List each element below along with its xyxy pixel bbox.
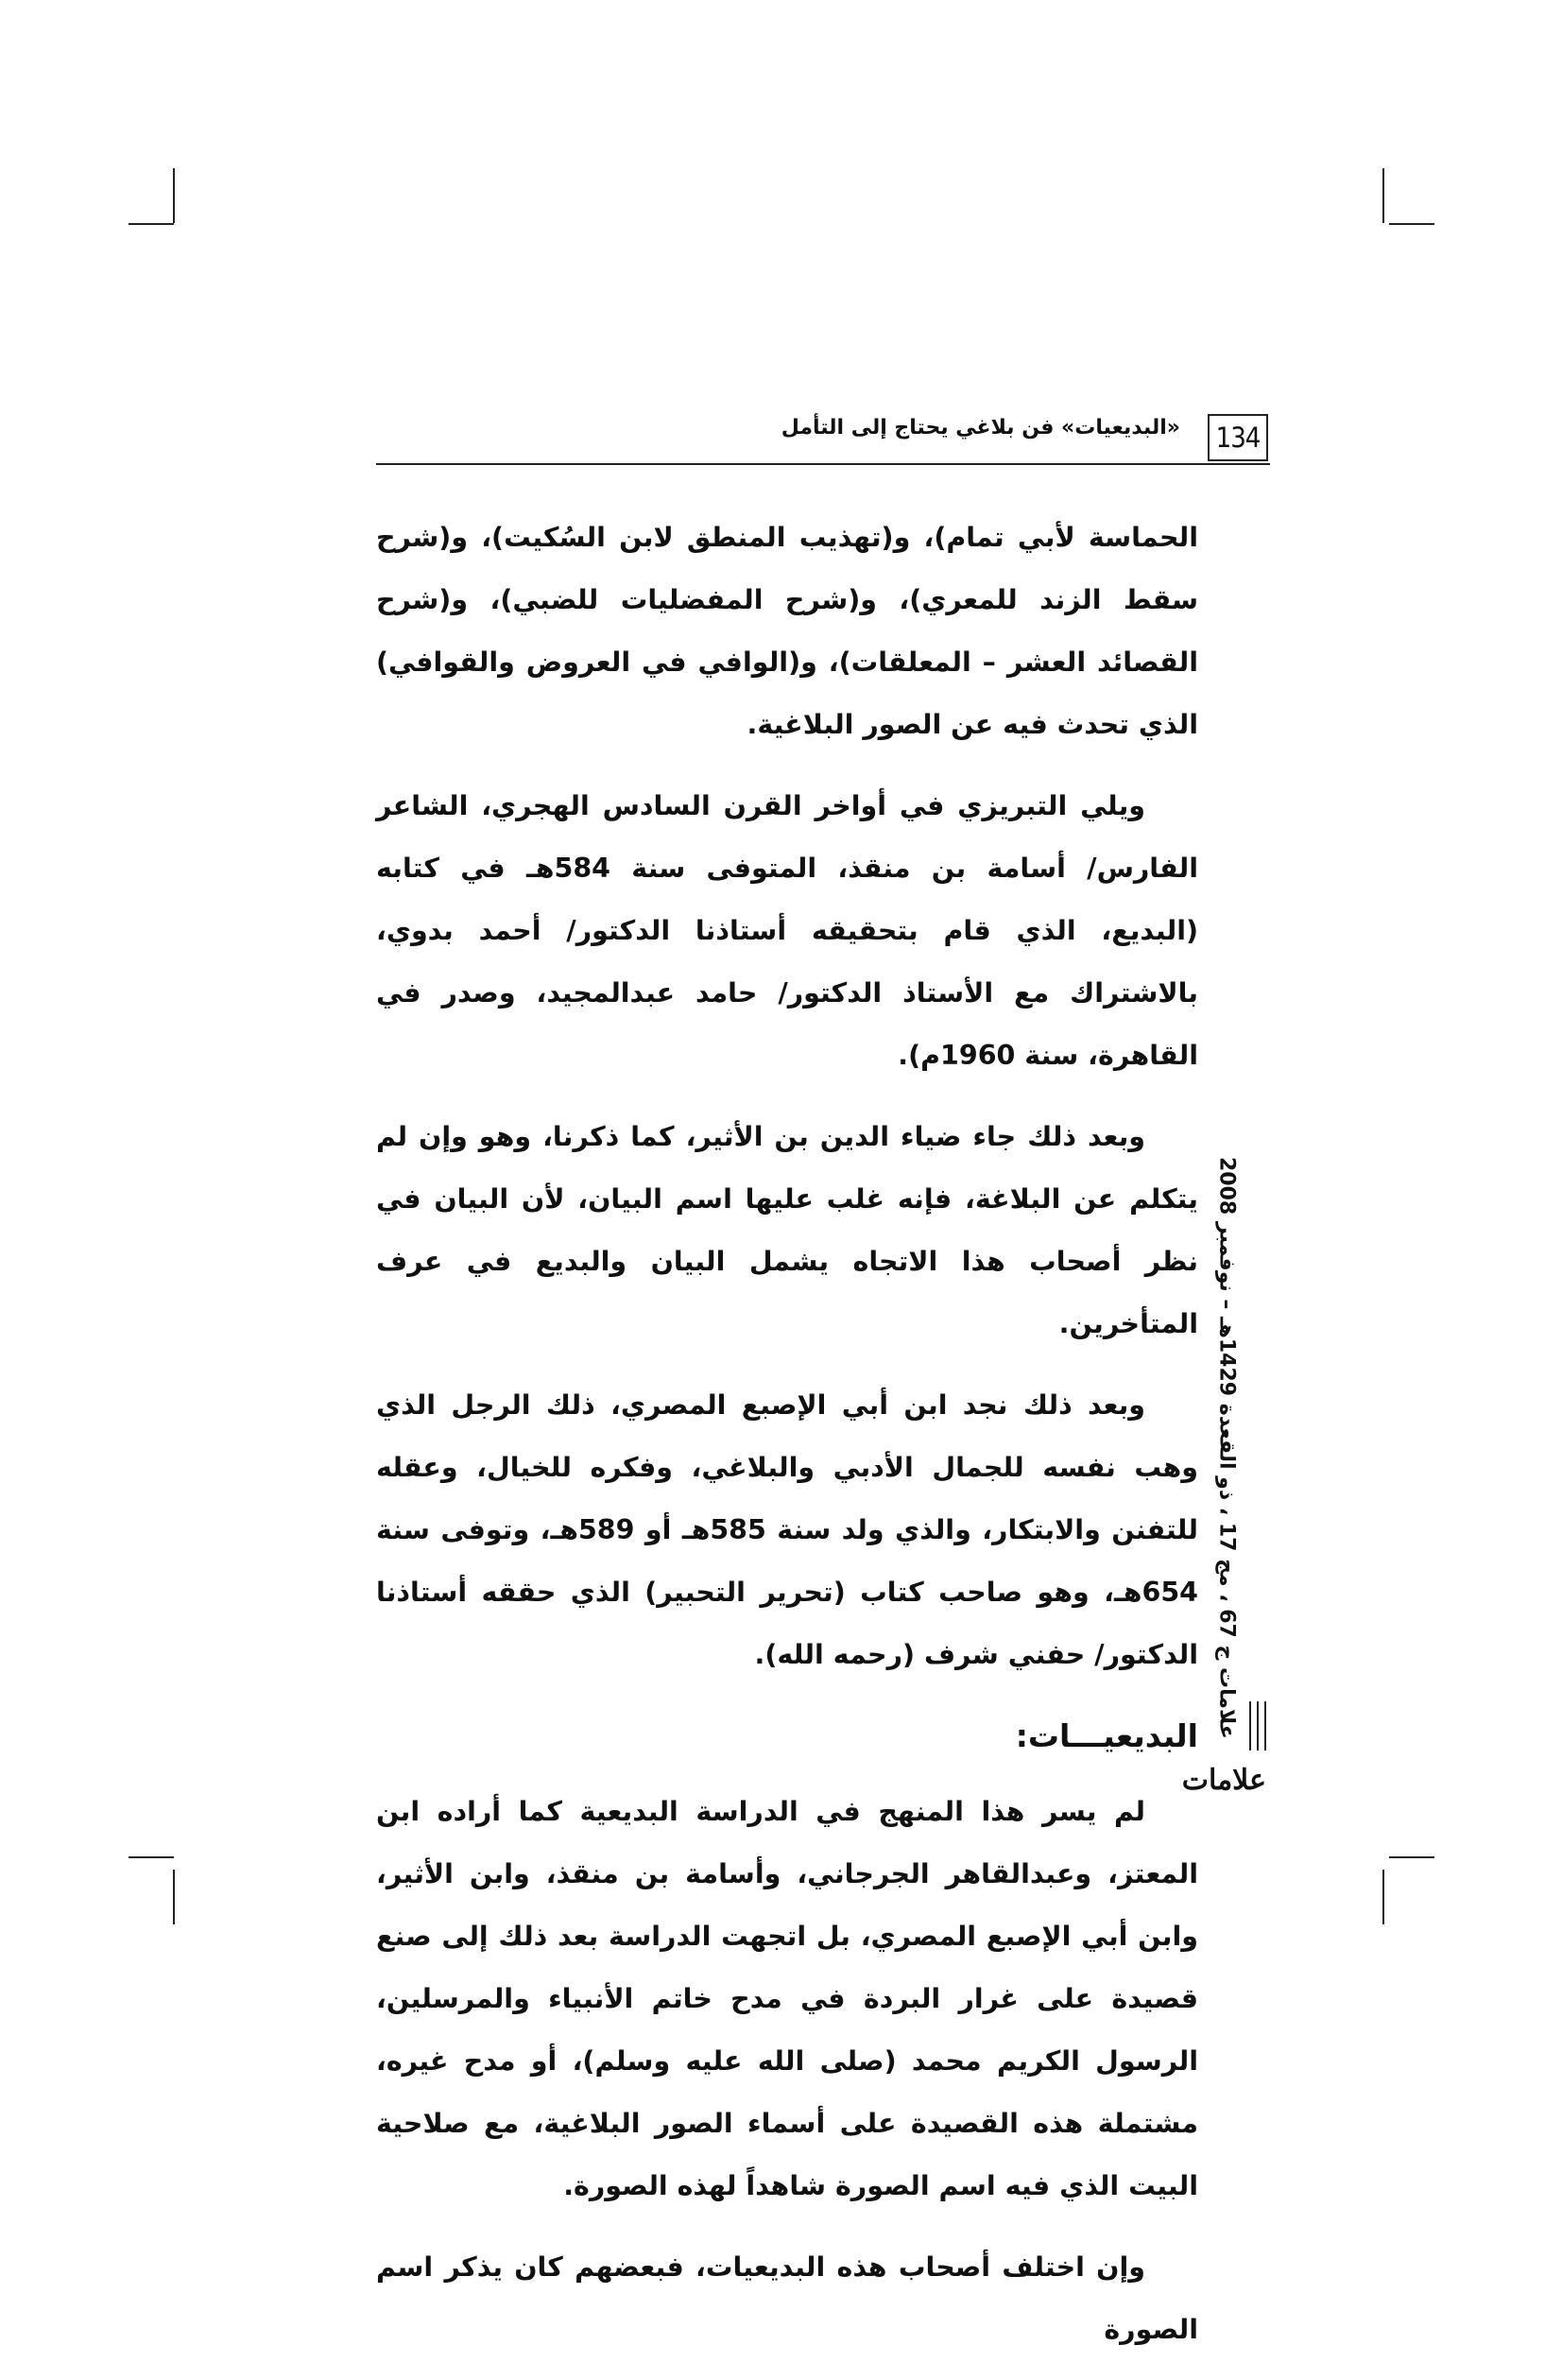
crop-mark <box>173 168 175 223</box>
side-rule <box>1249 1701 1251 1751</box>
journal-issue-info: علامات ج 67 ، مج 17 ، ذو القعدة 1429هـ – نوفمبر 2008 <box>1214 1157 1239 1739</box>
side-rule <box>1257 1701 1259 1751</box>
side-rule <box>1264 1701 1266 1751</box>
page-number: 134 <box>1208 414 1268 461</box>
crop-mark <box>1382 1870 1384 1924</box>
crop-mark <box>129 223 174 225</box>
paragraph: وبعد ذلك جاء ضياء الدين بن الأثير، كما ذكرنا، وهو وإن لم يتكلم عن البلاغة، فإنه غلب عليها اسم البيان، لأن البيان في نظر أصحاب هذا الاتجاه يشمل البيان والبديع في عرف المتأخرين. <box>376 1121 1198 1339</box>
paragraph: وإن اختلف أصحاب هذه البديعيات، فبعضهم كان يذكر اسم الصورة <box>376 2251 1198 2345</box>
paragraph: ويلي التبريزي في أواخر القرن السادس الهجري، الشاعر الفارس/ أسامة بن منقذ، المتوفى سنة 584هـ في كتابه (البديع، الذي قام بتحقيقه أستاذنا الدكتور/ أحمد بدوي، بالاشتراك مع الأستاذ الدكتور/ حامد عبدالمجيد، وصدر في القاهرة، سنة 1960م). <box>376 790 1198 1071</box>
journal-logo: علامات <box>1181 1764 1266 1797</box>
section-heading: البديعيـــات: <box>1015 1717 1198 1754</box>
crop-mark <box>173 1870 175 1924</box>
header-rule <box>376 463 1270 465</box>
article-body <box>376 507 1198 2380</box>
crop-mark <box>129 1856 174 1858</box>
running-title: «البديعيات» فن بلاغي يحتاج إلى التأمل <box>781 416 1180 440</box>
crop-mark <box>1389 1856 1434 1858</box>
paragraph: لم يسر هذا المنهج في الدراسة البديعية كما أراده ابن المعتز، وعبدالقاهر الجرجاني، وأسامة بن منقذ، وابن الأثير، وابن أبي الإصبع المصري، بل اتجهت الدراسة بعد ذلك إلى صنع قصيدة على غرار البردة في مدح خاتم الأنبياء والمرسلين، الرسول الكريم محمد (صلى الله عليه وسلم)، أو مدح غيره، مشتملة هذه القصيدة على أسماء الصور البلاغية، مع صلاحية البيت الذي فيه اسم الصورة شاهداً لهذه الصورة. <box>376 1796 1198 2201</box>
paragraph: الحماسة لأبي تمام)، و(تهذيب المنطق لابن السُكيت)، و(شرح سقط الزند للمعري)، و(شرح المفضليات للضبي)، و(شرح القصائد العشر – المعلقات)، و(الوافي في العروض والقوافي) الذي تحدث فيه عن الصور البلاغية. <box>376 522 1198 740</box>
paragraph: وبعد ذلك نجد ابن أبي الإصبع المصري، ذلك الرجل الذي وهب نفسه للجمال الأدبي والبلاغي، وفكره للخيال، وعقله للتفنن والابتكار، والذي ولد سنة 585هـ أو 589هـ، وتوفى سنة 654هـ، وهو صاحب كتاب (تحرير التحبير) الذي حققه أستاذنا الدكتور/ حفني شرف (رحمه الله). <box>376 1389 1198 1670</box>
crop-mark <box>1389 223 1434 225</box>
crop-mark <box>1382 168 1384 223</box>
